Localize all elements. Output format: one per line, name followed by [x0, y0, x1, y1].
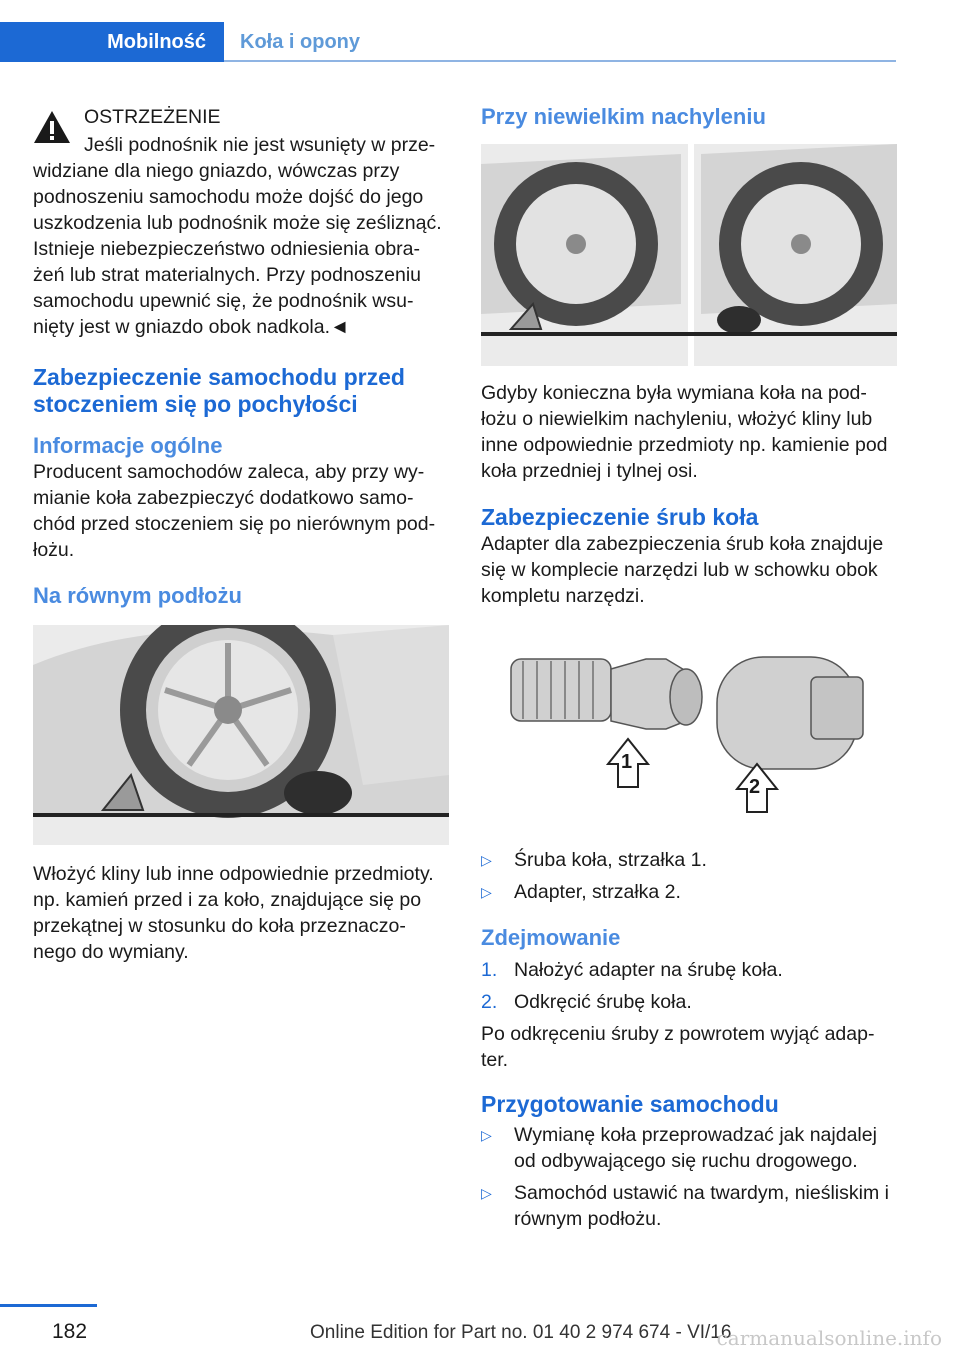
left-column	[33, 100, 449, 965]
figure-callout-1: 1	[621, 751, 633, 773]
page-number: 182	[52, 1320, 88, 1343]
heading-general-info: Informacje ogólne	[33, 433, 223, 458]
paragraph-removal: Po odkręceniu śruby z powrotem wyjąć adap-ter.	[481, 1023, 875, 1071]
heading-roll-protection: Zabezpieczenie samochodu przed stoczeniem się po pochyłości	[33, 364, 405, 417]
warning-block	[33, 104, 449, 130]
warning-title: OSTRZEŻENIE	[84, 106, 221, 128]
figure-wheel-lock	[481, 629, 897, 839]
list-item: 1. Nałożyć adapter na śrubę koła.	[481, 959, 783, 981]
section-tab-mobility: Mobilność	[0, 22, 224, 62]
paragraph-general-info: Producent samochodów zaleca, aby przy wy-mianie koła zabezpieczyć dodatkowo samo-chód przed stoczeniem się po nierównym pod-łożu.	[33, 461, 436, 561]
figure-slight-slope	[481, 144, 897, 366]
heading-removal: Zdejmowanie	[481, 925, 621, 950]
list-item: ▷ Śruba koła, strzałka 1.	[481, 849, 707, 871]
header-rule	[224, 60, 896, 62]
figure-callout-2: 2	[749, 776, 761, 798]
warning-text: Jeśli podnośnik nie jest wsunięty w prze-widziane dla niego gniazdo, wówczas przy podnoszeniu samochodu może dojść do jego uszkodzenia lub podnośnik może się ześliznąć. Istnieje niebezpieczeństwo odniesienia obra-żeń lub strat materialnych. Przy podnoszeniu samochodu upewnić się, że podnośnik wsu-nięty jest w gniazdo obok nadkola.◄	[33, 134, 442, 338]
list-item: ▷ Adapter, strzałka 2.	[481, 881, 681, 903]
triangle-bullet-icon: ▷	[481, 884, 492, 900]
legend-list	[481, 847, 897, 905]
removal-steps	[481, 957, 897, 1015]
heading-wheel-lock: Zabezpieczenie śrub koła	[481, 504, 759, 530]
list-item: ▷ Wymianę koła przeprowadzać jak najdalej od odbywającego się ruchu drogowego.	[481, 1124, 877, 1172]
paragraph-slight-slope: Gdyby konieczna była wymiana koła na pod-łożu o niewielkim nachyleniu, włożyć kliny lub inne odpowiednie przedmioty np. kamienie pod koła przedniej i tylnej osi.	[481, 382, 888, 482]
edition-note: Online Edition for Part no. 01 40 2 974 674 - VI/16	[310, 1322, 732, 1343]
prep-list	[481, 1122, 897, 1232]
footer-rule	[0, 1304, 97, 1307]
right-column	[481, 100, 897, 1238]
heading-flat-ground: Na równym podłożu	[33, 583, 242, 608]
triangle-bullet-icon: ▷	[481, 1185, 492, 1201]
watermark: carmanualsonline.info	[716, 1326, 942, 1350]
heading-vehicle-prep: Przygotowanie samochodu	[481, 1091, 779, 1117]
page-header	[0, 0, 960, 64]
section-tab-wheels-tires: Koła i opony	[240, 30, 360, 53]
list-item: 2. Odkręcić śrubę koła.	[481, 991, 692, 1013]
figure-flat-ground	[33, 625, 449, 845]
paragraph-wheel-lock: Adapter dla zabezpieczenia śrub koła znajduje się w komplecie narzędzi lub w schowku obok kompletu narzędzi.	[481, 533, 884, 607]
list-item: ▷ Samochód ustawić na twardym, nieśliskim i równym podłożu.	[481, 1182, 889, 1230]
triangle-bullet-icon: ▷	[481, 1127, 492, 1143]
heading-slight-slope: Przy niewielkim nachyleniu	[481, 104, 766, 129]
paragraph-flat-ground: Włożyć kliny lub inne odpowiednie przedmioty. np. kamień przed i za koło, znajdujące się po przekątnej w stosunku do koła przeznaczo-nego do wymiany.	[33, 863, 434, 963]
triangle-bullet-icon: ▷	[481, 852, 492, 868]
